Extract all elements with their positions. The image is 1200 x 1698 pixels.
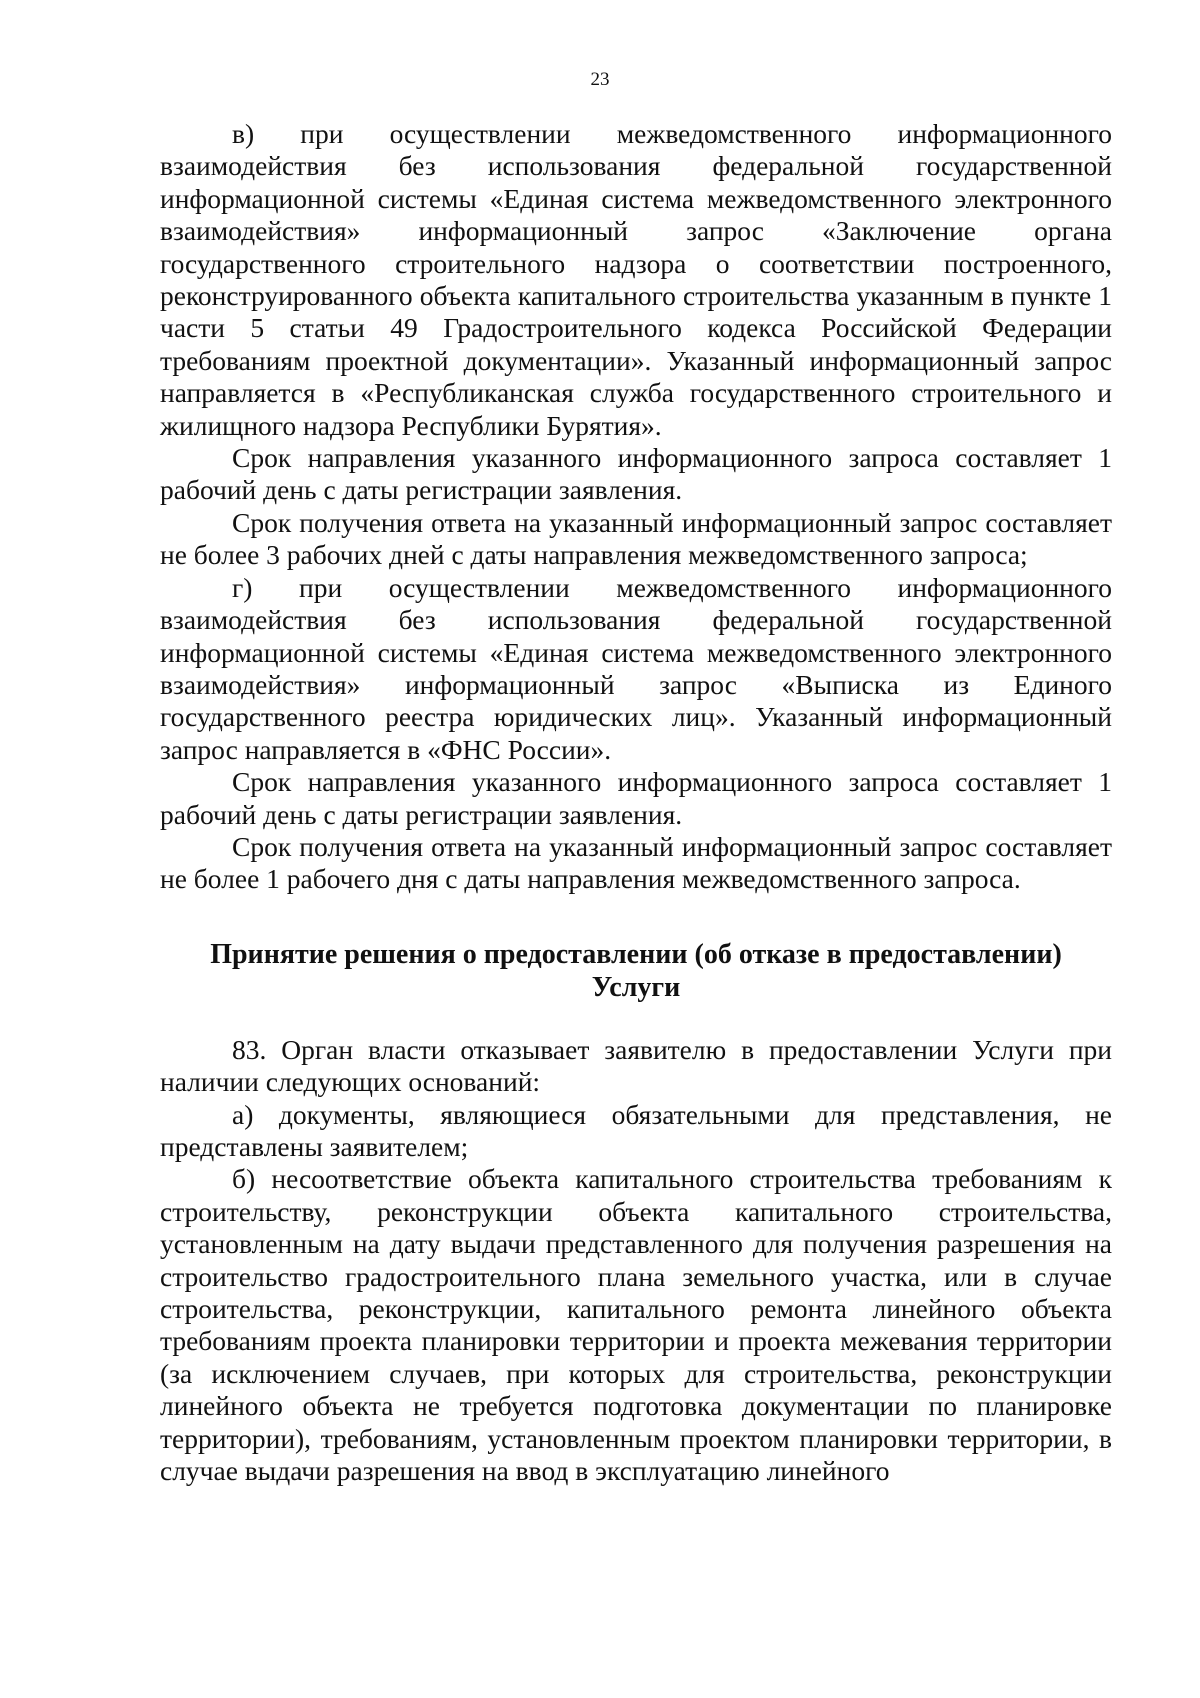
paragraph-g-request: г) при осуществлении межведомственного информационного взаимодействия без использования федеральной государственной информационной системы «Единая система межведомственного электронного взаимодействия» информационный запрос «Выписка из Единого государственного реестра юридических лиц». Указанный информационный запрос направляется в «ФНС России».	[160, 571, 1112, 765]
page-number: 23	[590, 69, 610, 90]
paragraph-83: 83. Орган власти отказывает заявителю в предоставлении Услуги при наличии следующих оснований:	[160, 1033, 1112, 1098]
section-heading	[160, 938, 1112, 1004]
section-heading-line-1: Принятие решения о предоставлении (об отказе в предоставлении)	[210, 938, 1062, 970]
paragraph-g-response-term: Срок получения ответа на указанный информационный запрос составляет не более 1 рабочего дня с даты направления межведомственного запроса.	[160, 830, 1112, 895]
paragraph-g-send-term: Срок направления указанного информационного запроса составляет 1 рабочий день с даты регистрации заявления.	[160, 766, 1112, 830]
section-heading-line-2: Услуги	[591, 971, 681, 1003]
paragraph-v-request: в) при осуществлении межведомственного информационного взаимодействия без использования федеральной государственной информационной системы «Единая система межведомственного электронного взаимодействия» информационный запрос «Заключение органа государственного строительного надзора о соответствии построенного, реконструированного объекта капитального строительства указанным в пункте 1 части 5 статьи 49 Градостроительного кодекса Российской Федерации требованиям проектной документации». Указанный информационный запрос направляется в «Республиканская служба государственного строительного и жилищного надзора Республики Бурятия».	[160, 118, 1112, 441]
paragraph-83-b: б) несоответствие объекта капитального строительства требованиям к строительству, реконструкции объекта капитального строительства, установленным на дату выдачи представленного для получения разрешения на строительство градостроительного плана земельного участка, или в случае строительства, реконструкции, капитального ремонта линейного объекта требованиям проекта планировки территории и проекта межевания территории (за исключением случаев, при которых для строительства, реконструкции линейного объекта не требуется подготовка документации по планировке территории), требованиям, установленным проектом планировки территории, в случае выдачи разрешения на ввод в эксплуатацию линейного	[160, 1163, 1112, 1487]
document-body	[160, 118, 1112, 1487]
paragraph-v-response-term: Срок получения ответа на указанный информационный запрос составляет не более 3 рабочих дней с даты направления межведомственного запроса;	[160, 506, 1112, 571]
paragraph-v-send-term: Срок направления указанного информационного запроса составляет 1 рабочий день с даты регистрации заявления.	[160, 442, 1112, 506]
paragraph-83-a: а) документы, являющиеся обязательными для представления, не представлены заявителем;	[160, 1098, 1112, 1162]
